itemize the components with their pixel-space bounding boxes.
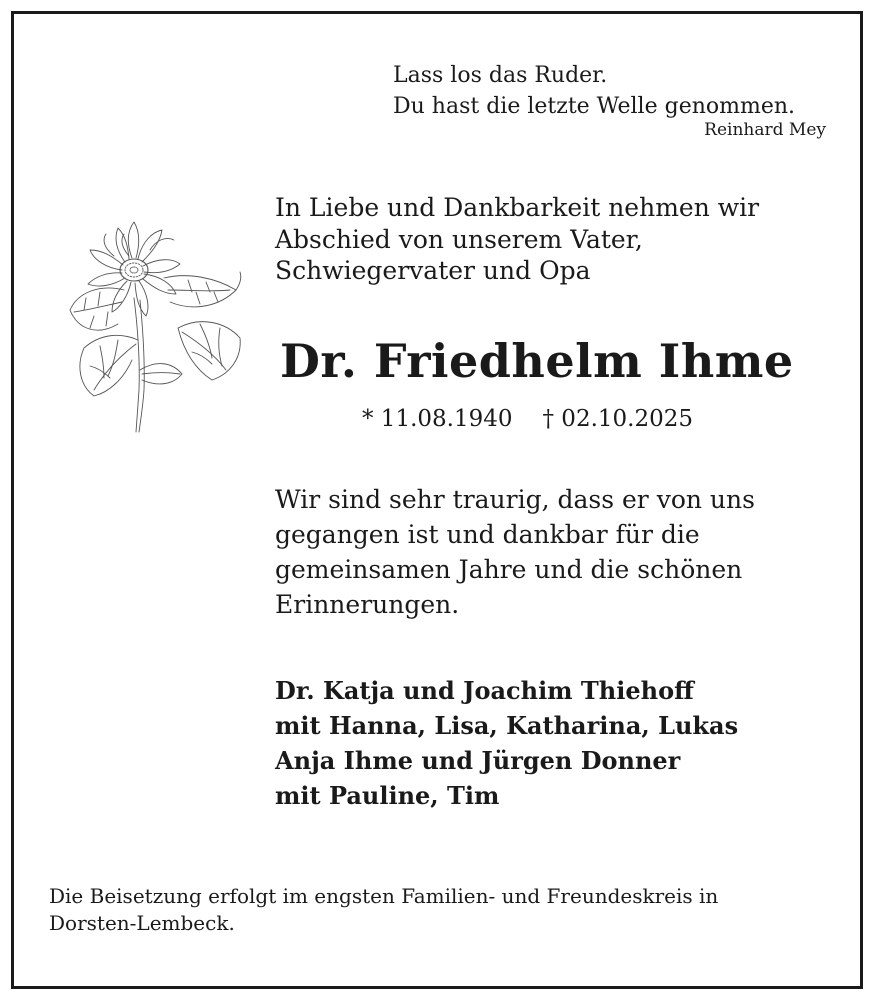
condolence-message <box>275 482 755 622</box>
mourner-line: Anja Ihme und Jürgen Donner <box>275 746 681 775</box>
message-line: Wir sind sehr traurig, dass er von uns <box>275 485 755 514</box>
quote-line: Lass los das Ruder. <box>393 63 608 88</box>
mourner-line: mit Hanna, Lisa, Katharina, Lukas <box>275 711 739 740</box>
mourner-line: Dr. Katja und Joachim Thiehoff <box>275 676 694 705</box>
life-dates <box>362 403 693 435</box>
message-line: gemeinsamen Jahre und die schönen <box>275 555 743 584</box>
intro-line: In Liebe und Dankbarkeit nehmen wir <box>275 193 760 222</box>
quote-author: Reinhard Mey <box>704 120 826 140</box>
mourner-line: mit Pauline, Tim <box>275 781 500 810</box>
message-line: Erinnerungen. <box>275 590 460 619</box>
intro-line: Schwiegervater und Opa <box>275 256 591 285</box>
epigraph-quote <box>393 60 795 122</box>
sunflower-icon <box>60 220 245 435</box>
intro-text <box>275 192 759 287</box>
intro-line: Abschied von unserem Vater, <box>275 224 643 254</box>
quote-line: Du hast die letzte Welle genommen. <box>393 94 796 119</box>
funeral-info-line: Dorsten-Lembeck. <box>49 911 235 935</box>
message-line: gegangen ist und dankbar für die <box>275 520 700 549</box>
birth-date: * 11.08.1940 <box>362 406 513 432</box>
death-date: † 02.10.2025 <box>542 406 693 432</box>
mourners-list <box>275 673 738 813</box>
deceased-name: Dr. Friedhelm Ihme <box>280 334 794 388</box>
funeral-info-line: Die Beisetzung erfolgt im engsten Familien- und Freundeskreis in <box>49 884 719 908</box>
funeral-info <box>49 883 718 937</box>
